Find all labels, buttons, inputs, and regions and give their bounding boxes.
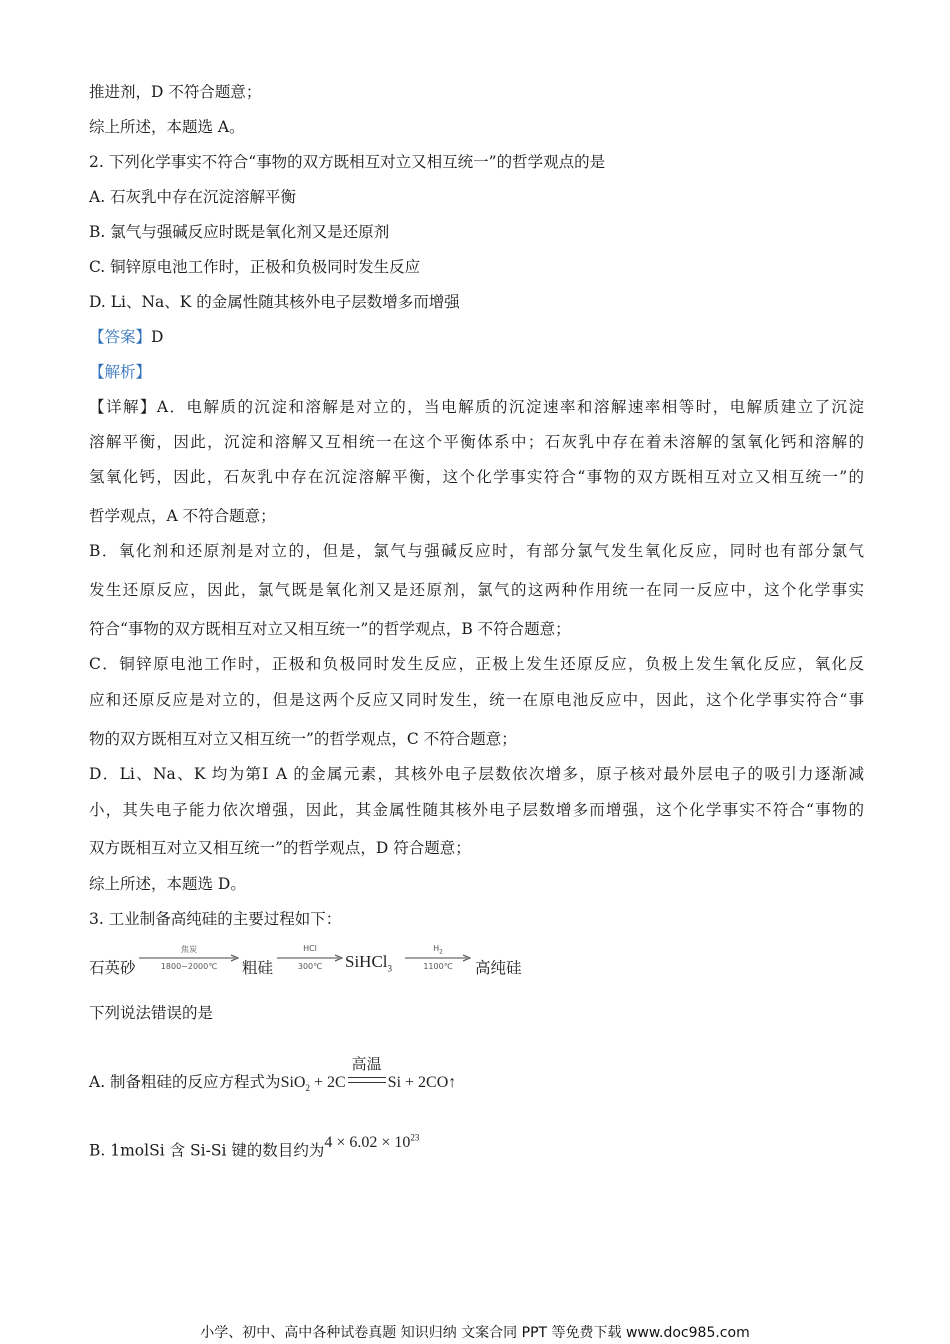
- detail-line: C．铜锌原电池工作时，正极和负极同时发生反应，正极上发生还原反应，负极上发生氧化反应，氧化反: [89, 655, 864, 673]
- arrow-condition: 1100℃: [423, 962, 453, 971]
- detail-line: 小，其失电子能力依次增强，因此，其金属性随其核外电子层数增多而增强，这个化学事实不符合“事物的: [89, 801, 864, 819]
- arrow-right-icon: [277, 954, 343, 962]
- detail-line: D．Li、Na、K 均为第Ⅰ A 的金属元素，其核外电子层数依次增多，原子核对最外层电子的吸引力逐渐减: [89, 765, 864, 783]
- detail-line: 综上所述，本题选 D。: [89, 875, 246, 893]
- eq-exponent: 23: [410, 1133, 420, 1143]
- analysis-tag: [89, 362, 864, 382]
- eq-value: 4 × 6.02 × 10: [324, 1134, 411, 1152]
- detail-line: 符合“事物的双方既相互对立又相互统一”的哲学观点，B 不符合题意；: [89, 620, 571, 638]
- eq-reactant: + 2C: [309, 1074, 346, 1091]
- detail-line: 哲学观点，A 不符合题意；: [89, 507, 276, 525]
- option-a: A. 石灰乳中存在沉淀溶解平衡: [89, 188, 297, 206]
- option-b: B. 氯气与强碱反应时既是氧化剂又是还原剂: [89, 223, 390, 241]
- text-line: 推进剂，D 不符合题意；: [89, 83, 262, 101]
- detail-line: 氢氧化钙，因此，石灰乳中存在沉淀溶解平衡，这个化学事实符合“事物的双方既相互对立又相互统一”的: [89, 468, 864, 486]
- arrow-right-icon: [405, 954, 471, 962]
- answer-tag: 【答案】: [89, 328, 152, 346]
- detail-line: 【详解】A．电解质的沉淀和溶解是对立的，当电解质的沉淀速率和溶解速率相等时，电解质建立了沉淀: [89, 398, 864, 416]
- option-a-text: A. 制备粗硅的反应方程式为: [89, 1073, 281, 1091]
- formula-text: SiHCl: [345, 952, 388, 971]
- detail-line: 溶解平衡，因此，沉淀和溶解又互相统一在这个平衡体系中；石灰乳中存在着未溶解的氢氧化钙和溶解的: [89, 433, 864, 451]
- flow-arrow: [277, 940, 343, 980]
- arrow-condition: 焦炭: [181, 945, 197, 954]
- equation-b: [324, 1134, 419, 1151]
- analysis-label: 【解析】: [89, 363, 152, 381]
- arrow-right-icon: [139, 954, 239, 962]
- answer-value: D: [151, 328, 164, 346]
- reaction-equals-sign: [346, 1057, 388, 1093]
- question-3-stem: 3. 工业制备高纯硅的主要过程如下：: [89, 910, 342, 928]
- arrow-condition: HCl: [303, 944, 317, 953]
- detail-line: B．氧化剂和还原剂是对立的，但是，氯气与强碱反应时，有部分氯气发生氧化反应，同时也有部分氯气: [89, 542, 864, 560]
- flow-node-quartz: 石英砂: [89, 959, 136, 977]
- condition-subscript: 2: [439, 948, 443, 956]
- eq-product: Si + 2CO: [387, 1074, 449, 1091]
- text-line: 综上所述，本题选 A。: [89, 118, 245, 136]
- eq-subscript: 2: [305, 1083, 310, 1094]
- reaction-condition: 高温: [351, 1057, 382, 1073]
- option-a: [89, 1057, 864, 1098]
- flow-node-pure-si: 高纯硅: [475, 959, 522, 977]
- flow-node-crude-si: 粗硅: [242, 959, 274, 977]
- page-footer: 小学、初中、高中各种试卷真题 知识归纳 文案合同 PPT 等免费下载 www.doc985.com: [200, 1325, 750, 1341]
- arrow-condition: 1800~2000℃: [160, 962, 218, 971]
- option-c: C. 铜锌原电池工作时，正极和负极同时发生反应: [89, 258, 421, 276]
- option-d: D. Li、Na、K 的金属性随其核外电子层数增多而增强: [89, 293, 460, 311]
- detail-line: 应和还原反应是对立的，但是这两个反应又同时发生，统一在原电池反应中，因此，这个化学事实符合“事: [89, 691, 864, 709]
- option-b-text: B. 1molSi 含 Si-Si 键的数目约为: [89, 1141, 325, 1160]
- detail-line: 双方既相互对立又相互统一”的哲学观点，D 符合题意；: [89, 839, 471, 857]
- process-flow: [89, 940, 689, 980]
- formula-subscript: 3: [387, 963, 393, 974]
- double-bar: [348, 1077, 386, 1083]
- equation-a: [280, 1057, 457, 1094]
- flow-arrow: [139, 940, 239, 980]
- gas-arrow-icon: ↑: [448, 1074, 457, 1091]
- condition-text: H: [433, 944, 440, 953]
- detail-line: 发生还原反应，因此，氯气既是氧化剂又是还原剂，氯气的这两种作用统一在同一反应中，这个化学事实: [89, 581, 864, 599]
- eq-reactant: SiO: [280, 1074, 306, 1091]
- flow-arrow: [405, 940, 471, 980]
- answer-line: [89, 327, 864, 347]
- option-b: [89, 1133, 864, 1161]
- arrow-condition: 300℃: [297, 962, 323, 971]
- flow-node-sihcl3: [345, 952, 392, 973]
- detail-line: 物的双方既相互对立又相互统一”的哲学观点，C 不符合题意；: [89, 730, 517, 748]
- question-3-sub-stem: 下列说法错误的是: [89, 1004, 214, 1022]
- question-2-stem: 2. 下列化学事实不符合“事物的双方既相互对立又相互统一”的哲学观点的是: [89, 153, 606, 171]
